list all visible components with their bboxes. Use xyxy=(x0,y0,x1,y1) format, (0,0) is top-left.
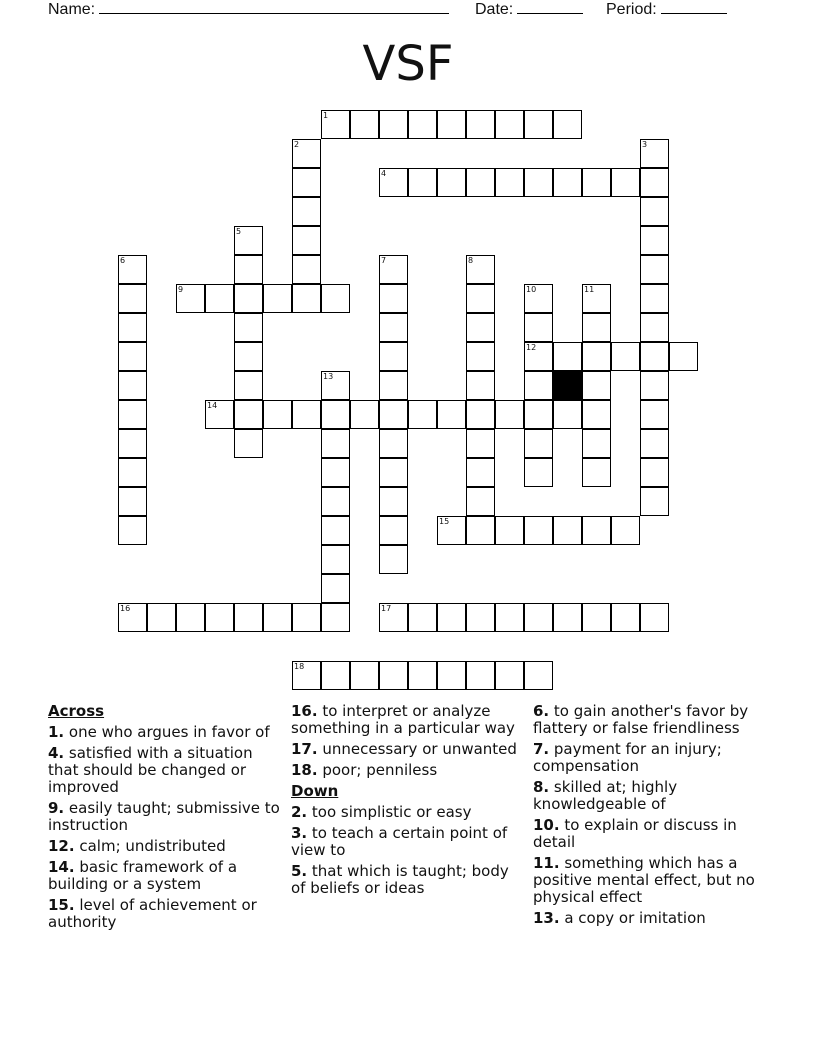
grid-cell[interactable] xyxy=(408,110,437,139)
grid-cell[interactable] xyxy=(118,429,147,458)
clue-number: 2 xyxy=(294,140,300,149)
grid-cell[interactable] xyxy=(466,661,495,690)
grid-cell[interactable] xyxy=(321,487,350,516)
grid-cell[interactable] xyxy=(495,110,524,139)
grid-cell[interactable] xyxy=(408,168,437,197)
grid-cell[interactable] xyxy=(234,226,263,255)
grid-cell[interactable] xyxy=(495,168,524,197)
grid-cell[interactable] xyxy=(524,458,553,487)
grid-cell[interactable] xyxy=(292,226,321,255)
clue-label-number: 7. xyxy=(533,740,550,758)
clue-number: 6 xyxy=(120,256,126,265)
grid-cell[interactable] xyxy=(524,110,553,139)
grid-cell[interactable] xyxy=(611,603,640,632)
grid-cell[interactable] xyxy=(379,429,408,458)
across-clue xyxy=(48,838,283,855)
clue-number: 1 xyxy=(323,111,329,120)
grid-cell[interactable] xyxy=(437,603,466,632)
grid-cell[interactable] xyxy=(379,168,408,197)
clue-text: one who argues in favor of xyxy=(64,723,270,741)
across-clue xyxy=(48,859,283,893)
grid-cell[interactable] xyxy=(495,400,524,429)
name-label: Name: xyxy=(48,1,96,18)
clue-number: 4 xyxy=(381,169,387,178)
grid-cell[interactable] xyxy=(553,168,582,197)
clue-text: poor; penniless xyxy=(317,761,438,779)
clue-text: that which is taught; body of beliefs or ideas xyxy=(291,862,509,897)
down-clue xyxy=(533,817,768,851)
across-clues-list xyxy=(48,724,283,931)
across-clue xyxy=(291,741,526,758)
grid-cell[interactable] xyxy=(553,516,582,545)
clue-number: 15 xyxy=(439,517,450,526)
grid-cell[interactable] xyxy=(292,400,321,429)
grid-cell[interactable] xyxy=(466,284,495,313)
grid-cell[interactable] xyxy=(292,139,321,168)
grid-cell[interactable] xyxy=(437,661,466,690)
grid-cell[interactable] xyxy=(118,516,147,545)
clue-number: 13 xyxy=(323,372,334,381)
grid-cell[interactable] xyxy=(379,603,408,632)
clue-number: 9 xyxy=(178,285,184,294)
clue-number: 18 xyxy=(294,662,305,671)
grid-cell[interactable] xyxy=(495,661,524,690)
grid-cell[interactable] xyxy=(321,284,350,313)
down-clue xyxy=(291,825,526,859)
clue-label-number: 18. xyxy=(291,761,318,779)
down-clues-list-continued xyxy=(533,703,768,927)
clue-label-number: 12. xyxy=(48,837,75,855)
down-clue xyxy=(291,804,526,821)
grid-cell[interactable] xyxy=(553,603,582,632)
clue-column-1 xyxy=(48,703,283,935)
grid-cell[interactable] xyxy=(582,429,611,458)
grid-cell[interactable] xyxy=(640,197,669,226)
grid-cell[interactable] xyxy=(437,516,466,545)
grid-cell[interactable] xyxy=(350,400,379,429)
grid-cell[interactable] xyxy=(379,661,408,690)
across-clue xyxy=(48,724,283,741)
grid-cell[interactable] xyxy=(379,458,408,487)
grid-cell[interactable] xyxy=(640,168,669,197)
black-square xyxy=(553,371,582,400)
grid-cell[interactable] xyxy=(292,168,321,197)
grid-cell[interactable] xyxy=(321,661,350,690)
grid-cell[interactable] xyxy=(205,603,234,632)
clue-text: basic framework of a building or a system xyxy=(48,858,238,893)
grid-cell[interactable] xyxy=(466,255,495,284)
grid-cell[interactable] xyxy=(466,603,495,632)
clue-label-number: 16. xyxy=(291,702,318,720)
grid-cell[interactable] xyxy=(466,342,495,371)
grid-cell[interactable] xyxy=(640,371,669,400)
clue-number: 10 xyxy=(526,285,537,294)
grid-cell[interactable] xyxy=(234,255,263,284)
grid-cell[interactable] xyxy=(321,429,350,458)
clue-label-number: 2. xyxy=(291,803,308,821)
grid-cell[interactable] xyxy=(466,371,495,400)
grid-cell[interactable] xyxy=(611,516,640,545)
grid-cell[interactable] xyxy=(118,313,147,342)
grid-cell[interactable] xyxy=(234,342,263,371)
clue-text: something which has a positive mental effect, but no physical effect xyxy=(533,854,755,906)
down-clue xyxy=(533,910,768,927)
grid-cell[interactable] xyxy=(234,371,263,400)
grid-cell[interactable] xyxy=(234,284,263,313)
clue-number: 3 xyxy=(642,140,648,149)
clue-column-2 xyxy=(291,703,526,901)
across-clues-list-continued xyxy=(291,703,526,779)
grid-cell[interactable] xyxy=(408,603,437,632)
grid-cell[interactable] xyxy=(582,516,611,545)
grid-cell[interactable] xyxy=(321,545,350,574)
grid-cell[interactable] xyxy=(437,400,466,429)
clue-number: 14 xyxy=(207,401,218,410)
grid-cell[interactable] xyxy=(495,516,524,545)
clue-label-number: 11. xyxy=(533,854,560,872)
grid-cell[interactable] xyxy=(640,603,669,632)
grid-cell[interactable] xyxy=(437,110,466,139)
grid-cell[interactable] xyxy=(234,603,263,632)
clue-text: calm; undistributed xyxy=(74,837,226,855)
clue-number: 16 xyxy=(120,604,131,613)
down-heading: Down xyxy=(291,782,339,800)
grid-cell[interactable] xyxy=(379,545,408,574)
clue-label-number: 3. xyxy=(291,824,308,842)
grid-cell[interactable] xyxy=(466,400,495,429)
grid-cell[interactable] xyxy=(176,603,205,632)
clue-text: to explain or discuss in detail xyxy=(533,816,737,851)
down-clue xyxy=(533,741,768,775)
grid-cell[interactable] xyxy=(553,400,582,429)
grid-cell[interactable] xyxy=(292,255,321,284)
grid-cell[interactable] xyxy=(292,661,321,690)
grid-cell[interactable] xyxy=(234,313,263,342)
grid-cell[interactable] xyxy=(292,197,321,226)
clue-text: level of achievement or authority xyxy=(48,896,257,931)
grid-cell[interactable] xyxy=(640,139,669,168)
clue-label-number: 15. xyxy=(48,896,75,914)
grid-cell[interactable] xyxy=(466,429,495,458)
clue-text: payment for an injury; compensation xyxy=(533,740,722,775)
grid-cell[interactable] xyxy=(379,516,408,545)
grid-cell[interactable] xyxy=(640,458,669,487)
grid-cell[interactable] xyxy=(582,168,611,197)
grid-cell[interactable] xyxy=(524,661,553,690)
clue-label-number: 13. xyxy=(533,909,560,927)
clue-label-number: 9. xyxy=(48,799,65,817)
clue-number: 12 xyxy=(526,343,537,352)
down-clue xyxy=(533,855,768,906)
grid-cell[interactable] xyxy=(524,371,553,400)
grid-cell[interactable] xyxy=(292,603,321,632)
across-clue xyxy=(48,897,283,931)
grid-cell[interactable] xyxy=(524,284,553,313)
clue-text: satisfied with a situation that should be changed or improved xyxy=(48,744,253,796)
grid-cell[interactable] xyxy=(379,400,408,429)
grid-cell[interactable] xyxy=(524,313,553,342)
grid-cell[interactable] xyxy=(582,371,611,400)
grid-cell[interactable] xyxy=(350,110,379,139)
clue-text: skilled at; highly knowledgeable of xyxy=(533,778,678,813)
grid-cell[interactable] xyxy=(553,342,582,371)
grid-cell[interactable] xyxy=(466,110,495,139)
down-clues-list xyxy=(291,804,526,897)
grid-cell[interactable] xyxy=(118,255,147,284)
grid-cell[interactable] xyxy=(205,284,234,313)
clue-number: 5 xyxy=(236,227,242,236)
grid-cell[interactable] xyxy=(408,400,437,429)
across-heading: Across xyxy=(48,702,105,720)
grid-cell[interactable] xyxy=(640,400,669,429)
down-clue xyxy=(291,863,526,897)
grid-cell[interactable] xyxy=(379,284,408,313)
grid-cell[interactable] xyxy=(466,516,495,545)
grid-cell[interactable] xyxy=(379,371,408,400)
grid-cell[interactable] xyxy=(582,458,611,487)
grid-cell[interactable] xyxy=(379,313,408,342)
clue-text: easily taught; submissive to instruction xyxy=(48,799,280,834)
down-clue xyxy=(533,703,768,737)
grid-cell[interactable] xyxy=(524,342,553,371)
clue-label-number: 6. xyxy=(533,702,550,720)
across-clue xyxy=(48,745,283,796)
grid-cell[interactable] xyxy=(234,400,263,429)
grid-cell[interactable] xyxy=(176,284,205,313)
clue-label-number: 14. xyxy=(48,858,75,876)
clue-text: to teach a certain point of view to xyxy=(291,824,508,859)
grid-cell[interactable] xyxy=(640,313,669,342)
grid-cell[interactable] xyxy=(466,487,495,516)
grid-cell[interactable] xyxy=(582,603,611,632)
grid-cell[interactable] xyxy=(118,603,147,632)
grid-cell[interactable] xyxy=(234,429,263,458)
grid-cell[interactable] xyxy=(379,342,408,371)
clue-label-number: 10. xyxy=(533,816,560,834)
clue-column-3 xyxy=(533,703,768,931)
grid-cell[interactable] xyxy=(263,603,292,632)
grid-cell[interactable] xyxy=(118,371,147,400)
grid-cell[interactable] xyxy=(321,516,350,545)
grid-cell[interactable] xyxy=(292,284,321,313)
clue-label-number: 8. xyxy=(533,778,550,796)
grid-cell[interactable] xyxy=(321,371,350,400)
grid-cell[interactable] xyxy=(321,603,350,632)
period-label: Period: xyxy=(606,1,657,18)
clue-number: 8 xyxy=(468,256,474,265)
grid-cell[interactable] xyxy=(263,284,292,313)
grid-cell[interactable] xyxy=(118,458,147,487)
grid-cell[interactable] xyxy=(640,429,669,458)
grid-cell[interactable] xyxy=(524,516,553,545)
clue-text: a copy or imitation xyxy=(559,909,706,927)
grid-cell[interactable] xyxy=(640,226,669,255)
grid-cell[interactable] xyxy=(524,400,553,429)
grid-cell[interactable] xyxy=(466,458,495,487)
grid-cell[interactable] xyxy=(379,487,408,516)
grid-cell[interactable] xyxy=(437,168,466,197)
grid-cell[interactable] xyxy=(553,110,582,139)
grid-cell[interactable] xyxy=(350,661,379,690)
grid-cell[interactable] xyxy=(147,603,176,632)
grid-cell[interactable] xyxy=(669,342,698,371)
clue-label-number: 5. xyxy=(291,862,308,880)
clue-number: 11 xyxy=(584,285,595,294)
grid-cell[interactable] xyxy=(205,400,234,429)
grid-cell[interactable] xyxy=(321,400,350,429)
grid-cell[interactable] xyxy=(118,342,147,371)
across-clue xyxy=(291,762,526,779)
grid-cell[interactable] xyxy=(408,661,437,690)
grid-cell[interactable] xyxy=(582,284,611,313)
grid-cell[interactable] xyxy=(466,168,495,197)
clue-number: 17 xyxy=(381,604,392,613)
clue-text: to gain another's favor by flattery or false friendliness xyxy=(533,702,749,737)
grid-cell[interactable] xyxy=(118,284,147,313)
grid-cell[interactable] xyxy=(321,574,350,603)
grid-cell[interactable] xyxy=(524,168,553,197)
grid-cell[interactable] xyxy=(582,342,611,371)
grid-cell[interactable] xyxy=(640,255,669,284)
grid-cell[interactable] xyxy=(321,110,350,139)
clue-text: to interpret or analyze something in a particular way xyxy=(291,702,515,737)
across-clue xyxy=(48,800,283,834)
grid-cell[interactable] xyxy=(118,400,147,429)
date-label: Date: xyxy=(475,1,514,18)
across-clue xyxy=(291,703,526,737)
grid-cell[interactable] xyxy=(466,313,495,342)
clue-text: unnecessary or unwanted xyxy=(317,740,517,758)
grid-cell[interactable] xyxy=(611,342,640,371)
clue-label-number: 4. xyxy=(48,744,65,762)
grid-cell[interactable] xyxy=(321,458,350,487)
grid-cell[interactable] xyxy=(495,603,524,632)
grid-cell[interactable] xyxy=(524,429,553,458)
grid-cell[interactable] xyxy=(640,284,669,313)
grid-cell[interactable] xyxy=(524,603,553,632)
grid-cell[interactable] xyxy=(118,487,147,516)
down-clue xyxy=(533,779,768,813)
grid-cell[interactable] xyxy=(640,342,669,371)
grid-cell[interactable] xyxy=(582,313,611,342)
grid-cell[interactable] xyxy=(611,168,640,197)
grid-cell[interactable] xyxy=(640,487,669,516)
clue-text: too simplistic or easy xyxy=(307,803,472,821)
grid-cell[interactable] xyxy=(379,255,408,284)
clue-label-number: 17. xyxy=(291,740,318,758)
clue-label-number: 1. xyxy=(48,723,65,741)
puzzle-title: VSF xyxy=(362,36,454,92)
clue-number: 7 xyxy=(381,256,387,265)
grid-cell[interactable] xyxy=(263,400,292,429)
grid-cell[interactable] xyxy=(379,110,408,139)
grid-cell[interactable] xyxy=(582,400,611,429)
